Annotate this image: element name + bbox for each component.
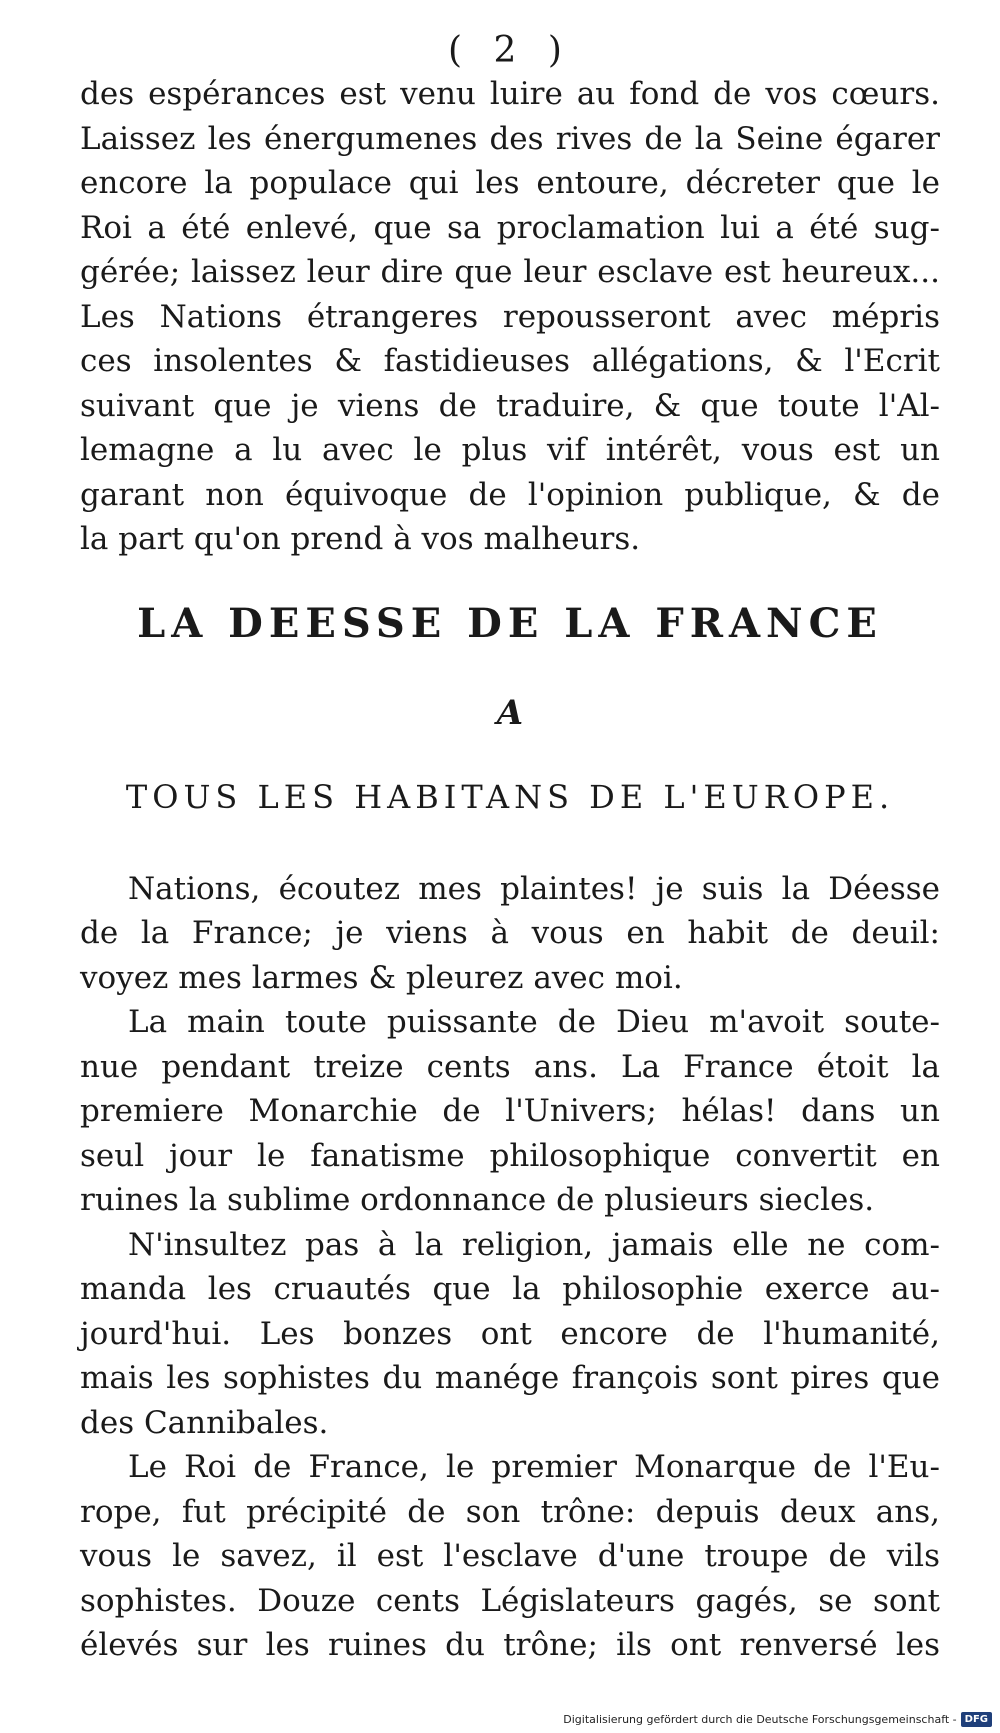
text-line: Les Nations étrangeres repousseront avec mépris (80, 299, 940, 335)
text-line: des Cannibales. (80, 1405, 329, 1441)
text-line: Le Roi de France, le premier Monarque de l'Eu- (128, 1449, 940, 1485)
text-line: La main toute puissante de Dieu m'avoit soute- (128, 1004, 940, 1040)
text-line: encore la populace qui les entoure, décreter que le (80, 165, 940, 201)
text-line: ces insolentes & fastidieuses allégations, & l'Ecrit (80, 343, 940, 379)
text-line: lemagne a lu avec le plus vif intérêt, vous est un (80, 432, 940, 468)
text-line: garant non équivoque de l'opinion publique, & de (80, 477, 940, 513)
text-line: élevés sur les ruines du trône; ils ont renversé les (80, 1627, 940, 1663)
text-line: gérée; laissez leur dire que leur esclave est heureux... (80, 254, 940, 290)
secondary-heading: TOUS LES HABITANS DE L'EUROPE. (125, 778, 895, 816)
page-number: ( 2 ) (448, 30, 572, 71)
text-line: sophistes. Douze cents Législateurs gagés, se sont (80, 1583, 940, 1619)
text-line: la part qu'on prend à vos malheurs. (80, 521, 641, 557)
footer-text: Digitalisierung gefördert durch die Deutsche Forschungsgemeinschaft - (563, 1713, 957, 1726)
text-line: de la France; je viens à vous en habit de deuil: (80, 915, 940, 951)
main-title: LA DEESSE DE LA FRANCE (137, 600, 883, 647)
text-line: N'insultez pas à la religion, jamais elle ne com- (128, 1227, 940, 1263)
text-line: nue pendant treize cents ans. La France étoit la (80, 1049, 940, 1085)
digitization-footer (563, 1712, 992, 1727)
text-line: seul jour le fanatisme philosophique convertit en (80, 1138, 940, 1174)
text-line: jourd'hui. Les bonzes ont encore de l'humanité, (80, 1316, 940, 1352)
text-line: voyez mes larmes & pleurez avec moi. (80, 960, 683, 996)
text-line: Laissez les énergumenes des rives de la Seine égarer (80, 121, 940, 157)
subtitle-a: A (496, 693, 524, 733)
text-line: premiere Monarchie de l'Univers; hélas! dans un (80, 1093, 940, 1129)
text-line: ruines la sublime ordonnance de plusieurs siecles. (80, 1182, 875, 1218)
dfg-logo-icon: DFG (961, 1712, 992, 1727)
text-line: mais les sophistes du manége françois sont pires que (80, 1360, 940, 1396)
text-line: vous le savez, il est l'esclave d'une troupe de vils (80, 1538, 940, 1574)
text-line: Nations, écoutez mes plaintes! je suis la Déesse (128, 871, 940, 907)
text-line: Roi a été enlevé, que sa proclamation lui a été sug- (80, 210, 940, 246)
text-line: des espérances est venu luire au fond de vos cœurs. (80, 76, 940, 112)
text-line: suivant que je viens de traduire, & que toute l'Al- (80, 388, 940, 424)
text-line: rope, fut précipité de son trône: depuis deux ans, (80, 1494, 940, 1530)
text-line: manda les cruautés que la philosophie exerce au- (80, 1271, 940, 1307)
